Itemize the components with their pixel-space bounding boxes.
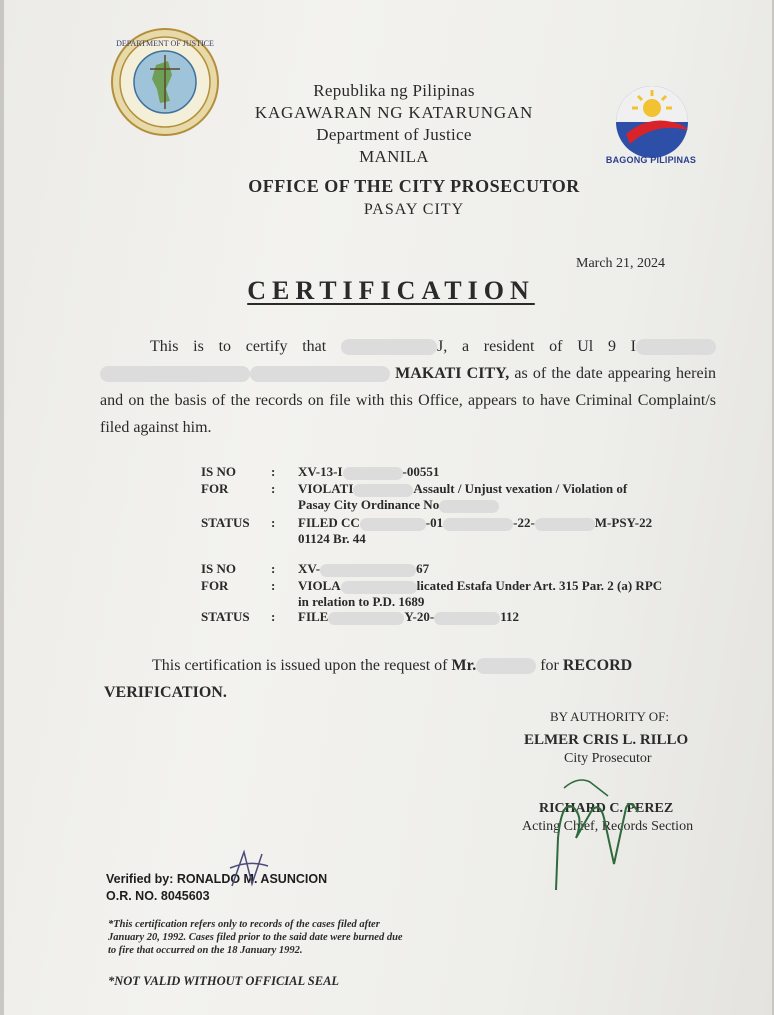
case-2-status-label: STATUS bbox=[201, 609, 250, 624]
body-fragment-1: J, bbox=[436, 338, 448, 355]
case-1-status-value: FILED CC -01 -22- M-PSY-22 01124 Br. 44 bbox=[298, 515, 653, 546]
case-2-status-value: FILE Y-20- 112 bbox=[298, 609, 519, 624]
seal-text: DEPARTMENT OF JUSTICE bbox=[116, 39, 214, 48]
chief-name: RICHARD C. PEREZ bbox=[539, 801, 674, 816]
case-2-is-no-label: IS NO bbox=[201, 561, 237, 576]
certificate-paper bbox=[4, 0, 772, 1015]
initials-mark bbox=[226, 846, 272, 892]
case-2-is-no-value: XV- 67 bbox=[298, 561, 430, 576]
colon: : bbox=[271, 464, 276, 479]
document-title: CERTIFICATION bbox=[247, 276, 535, 305]
case-1-status-label: STATUS bbox=[201, 515, 250, 530]
redacted-address-2 bbox=[100, 366, 250, 382]
redacted-address-1 bbox=[636, 339, 716, 355]
prosecutor-title: City Prosecutor bbox=[564, 751, 652, 766]
document-date: March 21, 2024 bbox=[576, 256, 666, 271]
colon: : bbox=[271, 481, 276, 496]
body-resident: a resident of Ul bbox=[461, 338, 594, 355]
colon: : bbox=[271, 609, 276, 624]
colon: : bbox=[271, 515, 276, 530]
chief-title: Acting Chief, Records Section bbox=[522, 819, 694, 834]
closing-purpose-1: RECORD bbox=[562, 657, 633, 674]
body-paragraph bbox=[100, 333, 716, 441]
closing-paragraph bbox=[104, 652, 716, 706]
bagong-pilipinas-label: BAGONG PILIPINAS bbox=[605, 155, 697, 165]
case-1-for-label: FOR bbox=[201, 481, 229, 496]
or-number: 8045603 bbox=[160, 889, 210, 903]
office-title: OFFICE OF THE CITY PROSECUTOR bbox=[248, 176, 580, 196]
footnote bbox=[108, 918, 508, 957]
footnote-line-1: *This certification refers only to records of the cases filed after bbox=[108, 919, 380, 930]
city-line: MANILA bbox=[359, 147, 429, 166]
body-rest: as of the date appearing herein and on the basis of the records on file with this Office, appears to have Criminal Complaint/s filed against him. bbox=[100, 365, 717, 436]
prosecutor-name: ELMER CRIS L. RILLO bbox=[524, 732, 689, 748]
case-1-is-no-value: XV-13-I -00551 bbox=[298, 464, 440, 479]
doj-seal bbox=[110, 27, 220, 137]
redacted-requester bbox=[476, 658, 536, 674]
closing-for: for bbox=[540, 657, 559, 674]
case-2-for-value: VIOLA licated Estafa Under Art. 315 Par. 2 (a) RPC in relation to P.D. 1689 bbox=[298, 578, 663, 609]
verified-name: RONALDO M. ASUNCION bbox=[176, 872, 328, 886]
case-2-for-label: FOR bbox=[201, 578, 229, 593]
department-english: Department of Justice bbox=[316, 125, 472, 144]
verified-label: Verified by: bbox=[106, 872, 174, 886]
redacted-name bbox=[341, 339, 437, 355]
body-city: MAKATI CITY, bbox=[395, 365, 510, 382]
verified-block bbox=[106, 871, 327, 905]
case-entry-2 bbox=[201, 561, 721, 625]
or-label: O.R. NO. bbox=[106, 889, 158, 903]
office-city: PASAY CITY bbox=[363, 201, 465, 218]
body-intro: This is to certify that bbox=[150, 338, 327, 355]
closing-mr: Mr. bbox=[451, 657, 477, 674]
closing-purpose-2: VERIFICATION. bbox=[104, 684, 227, 701]
colon: : bbox=[271, 561, 276, 576]
body-fragment-2: 9 I bbox=[607, 338, 637, 355]
case-entry-1 bbox=[201, 464, 721, 544]
not-valid-notice: *NOT VALID WITHOUT OFFICIAL SEAL bbox=[108, 974, 340, 988]
colon: : bbox=[271, 578, 276, 593]
republic-line: Republika ng Pilipinas bbox=[313, 81, 475, 100]
case-1-for-value: VIOLATI Assault / Unjust vexation / Violation of Pasay City Ordinance No bbox=[298, 481, 628, 512]
footnote-line-3: to fire that occurred on the 18 January 1992. bbox=[108, 945, 303, 956]
redacted-address-3 bbox=[250, 366, 390, 382]
header-block bbox=[224, 80, 564, 168]
department-tagalog: KAGAWARAN NG KATARUNGAN bbox=[254, 103, 534, 122]
signature-mark bbox=[534, 768, 644, 893]
footnote-line-2: January 20, 1992. Cases filed prior to the said date were burned due bbox=[108, 932, 403, 943]
case-1-is-no-label: IS NO bbox=[201, 464, 237, 479]
closing-text: This certification is issued upon the request of bbox=[152, 657, 448, 674]
authority-label: BY AUTHORITY OF: bbox=[550, 709, 669, 724]
